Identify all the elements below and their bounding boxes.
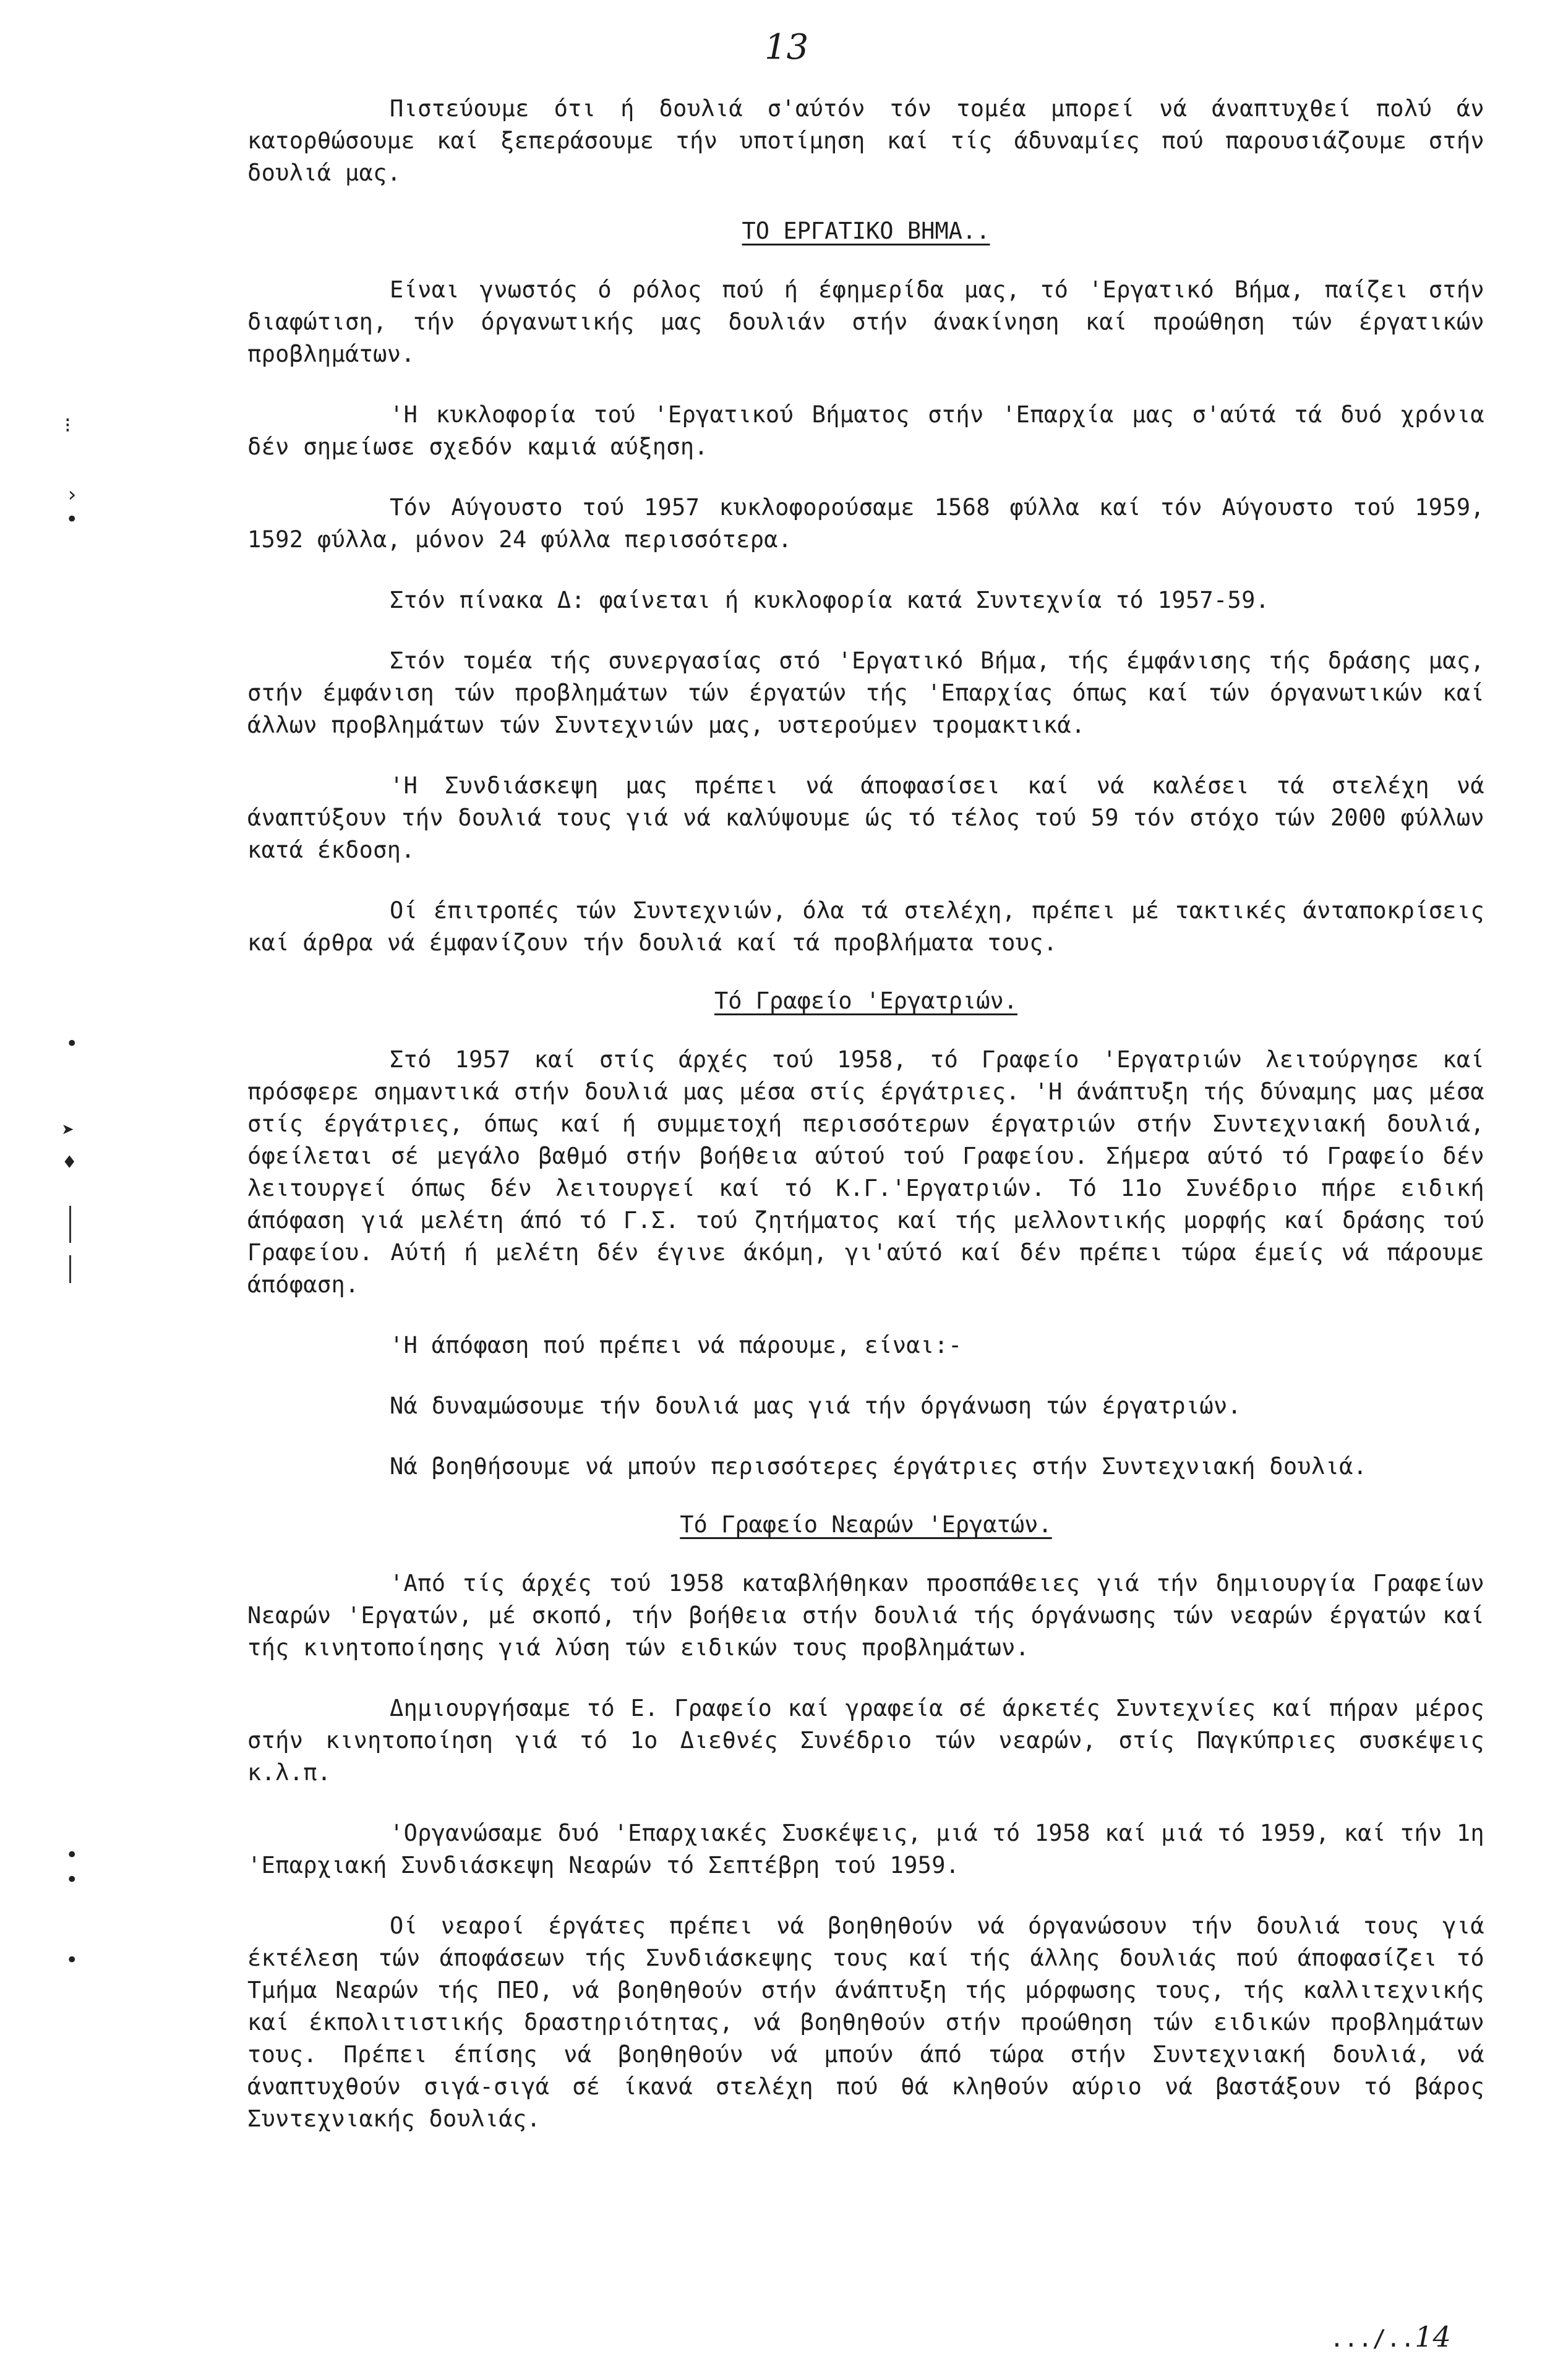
document-body xyxy=(247,93,1484,2164)
margin-mark: • xyxy=(66,1867,79,1892)
paragraph: Τόν Αύγουστο τού 1957 κυκλοφορούσαμε 1568 φύλλα καί τόν Αύγουστο τού 1959, 1592 φύλλα, μόνον 24 φύλλα περισσότερα. xyxy=(247,494,1484,553)
margin-mark: ⁝ xyxy=(64,413,71,438)
paragraph: Πιστεύουμε ότι ή δουλιά σ'αύτόν τόν τομέα μπορεί νά άναπτυχθεί πολύ άν κατορθώσουμε καί ξεπεράσουμε τήν υποτίμηση καί τίς άδυναμίες πού παρουσιάζουμε στήν δουλιά μας. xyxy=(247,95,1484,186)
next-page-number: 14 xyxy=(1415,2320,1451,2353)
margin-line xyxy=(69,1255,71,1283)
paragraph: Νά δυναμώσουμε τήν δουλιά μας γιά τήν όργάνωση τών έργατριών. xyxy=(390,1393,1242,1419)
section-heading: Τό Γραφείο 'Εργατριών. xyxy=(714,987,1018,1014)
margin-mark: • xyxy=(66,507,79,532)
margin-mark: • xyxy=(66,1948,79,1973)
section-heading: ΤΟ ΕΡΓΑΤΙΚΟ ΒΗΜΑ.. xyxy=(742,218,990,244)
margin-mark: › xyxy=(66,482,79,507)
paragraph: 'Οργανώσαμε δυό 'Επαρχιακές Συσκέψεις, μιά τό 1958 καί μιά τό 1959, καί τήν 1η 'Επαρχιακή Συνδιάσκεψη Νεαρών τό Σεπτέβρη τού 1959. xyxy=(247,1820,1484,1879)
margin-mark: ➤ xyxy=(62,1118,75,1143)
paragraph: Οί νεαροί έργάτες πρέπει νά βοηθηθούν νά όργανώσουν τήν δουλιά τους γιά έκτέλεση τών άποφάσεων τής Συνδιάσκεψης τους καί τής άλλης δουλιάς πού άποφασίζει τό Τμήμα Νεαρών τής ΠΕΟ, νά βοηθηθούν στήν άνάπτυξη τής μόρφωσης τους, τής καλλιτεχνικής καί έκπολιτιστικής δραστηριότητας, νά βοηθηθούν στήν προώθηση τών ειδικών προβλημάτων τους. Πρέπει έπίσης νά βοηθηθούν νά μπούν άπό τώρα στήν Συντεχνιακή δουλιά, νά άναπτυχθούν σιγά-σιγά σέ ίκανά στελέχη πού θά κληθούν αύριο νά βαστάξουν τό βάρος Συντεχνιακής δουλιάς. xyxy=(247,1913,1484,2132)
continuation-mark: .../.. xyxy=(1330,2325,1415,2352)
paragraph: Δημιουργήσαμε τό Ε. Γραφείο καί γραφεία σέ άρκετές Συντεχνίες καί πήραν μέρος στήν κινητοποίηση γιά τό 1ο Διεθνές Συνέδριο τών νεαρών, στίς Παγκύπριες συσκέψεις κ.λ.π. xyxy=(247,1695,1484,1786)
margin-mark: ♦ xyxy=(63,1150,76,1175)
paragraph: Στό 1957 καί στίς άρχές τού 1958, τό Γραφείο 'Εργατριών λειτούργησε καί πρόσφερε σημαντικά στήν δουλιά μας μέσα στίς έργάτριες. 'Η άνάπτυξη τής δύναμης μας μέσα στίς έργάτριες, όπως καί ή συμμετοχή περισσότερων έργατριών στήν Συντεχνιακή δουλιά, όφείλεται σέ μεγάλο βαθμό στήν βοήθεια αύτού τού Γραφείου. Σήμερα αύτό τό Γραφείο δέν λειτουργεί όπως δέν λειτουργεί καί τό Κ.Γ.'Εργατριών. Τό 11ο Συνέδριο πήρε ειδική άπόφαση γιά μελέτη άπό τό Γ.Σ. τού ζητήματος καί τής μελλοντικής μορφής καί δράσης τού Γραφείου. Αύτή ή μελέτη δέν έγινε άκόμη, γι'αύτό καί δέν πρέπει τώρα έμείς νά πάρουμε άπόφαση. xyxy=(247,1046,1484,1298)
paragraph: 'Η άπόφαση πού πρέπει νά πάρουμε, είναι:- xyxy=(390,1332,962,1358)
page-footer xyxy=(1330,2320,1451,2353)
paragraph: Νά βοηθήσουμε νά μπούν περισσότερες έργάτριες στήν Συντεχνιακή δουλιά. xyxy=(390,1453,1368,1480)
margin-mark: • xyxy=(66,1031,79,1056)
paragraph: Οί έπιτροπές τών Συντεχνιών, όλα τά στελέχη, πρέπει μέ τακτικές άνταποκρίσεις καί άρθρα νά έμφανίζουν τήν δουλιά καί τά προβλήματα τους. xyxy=(247,897,1484,956)
paragraph: 'Από τίς άρχές τού 1958 καταβλήθηκαν προσπάθειες γιά τήν δημιουργία Γραφείων Νεαρών 'Εργατών, μέ σκοπό, τήν βοήθεια στήν δουλιά τής όργάνωσης τών νεαρών έργατών καί τής κινητοποίησης γιά λύση τών ειδικών τους προβλημάτων. xyxy=(247,1570,1484,1661)
section-heading: Τό Γραφείο Νεαρών 'Εργατών. xyxy=(680,1511,1052,1538)
paragraph: Είναι γνωστός ό ρόλος πού ή έφημερίδα μας, τό 'Εργατικό Βήμα, παίζει στήν διαφώτιση, τήν όργανωτικής μας δουλιάν στήν άνακίνηση καί προώθηση τών έργατικών προβλημάτων. xyxy=(247,276,1484,367)
paragraph: 'Η κυκλοφορία τού 'Εργατικού Βήματος στήν 'Επαρχία μας σ'αύτά τά δυό χρόνια δέν σημείωσε σχεδόν καμιά αύξηση. xyxy=(247,401,1484,460)
paragraph: Στόν πίνακα Δ: φαίνεται ή κυκλοφορία κατά Συντεχνία τό 1957-59. xyxy=(390,587,1270,613)
paragraph: Στόν τομέα τής συνεργασίας στό 'Εργατικό Βήμα, τής έμφάνισης τής δράσης μας, στήν έμφάνιση τών προβλημάτων τών έργατών τής 'Επαρχίας όπως καί τών όργανωτικών καί άλλων προβλημάτων τών Συντεχνιών μας, υστερούμεν τρομακτικά. xyxy=(247,647,1484,738)
margin-line xyxy=(69,1206,71,1243)
page-number: 13 xyxy=(764,27,809,67)
margin-mark: • xyxy=(66,1843,79,1867)
paragraph: 'Η Συνδιάσκεψη μας πρέπει νά άποφασίσει καί νά καλέσει τά στελέχη νά άναπτύξουν τήν δουλιά τους γιά νά καλύψουμε ώς τό τέλος τού 59 τόν στόχο τών 2000 φύλλων κατά έκδοση. xyxy=(247,772,1484,863)
